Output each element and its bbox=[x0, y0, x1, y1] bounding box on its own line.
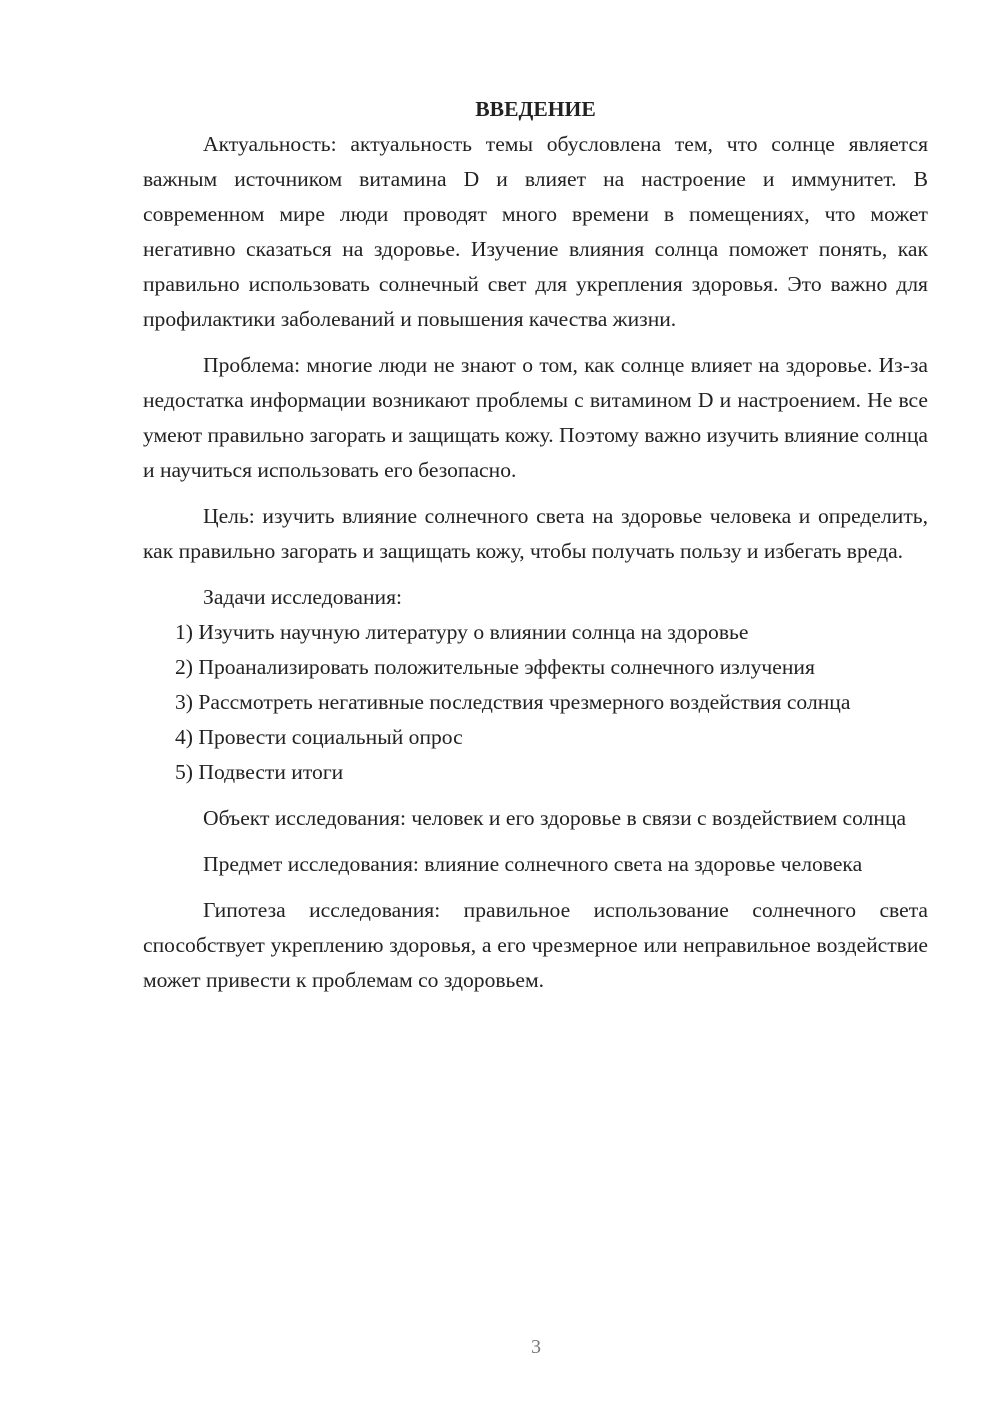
task-item-1: 1) Изучить научную литературу о влиянии солнца на здоровье bbox=[175, 620, 749, 644]
page-number: 3 bbox=[531, 1336, 541, 1358]
problem-paragraph: Проблема: многие люди не знают о том, как солнце влияет на здоровье. Из-за недостатка информации возникают проблемы с витамином D и настроением. Не все умеют правильно загорать и защищать кожу. Поэтому важно изучить влияние солнца и научиться использовать его безопасно. bbox=[143, 353, 928, 482]
section-title: ВВЕДЕНИЕ bbox=[475, 97, 596, 121]
object-paragraph: Объект исследования: человек и его здоровье в связи с воздействием солнца bbox=[203, 806, 907, 830]
subject-paragraph: Предмет исследования: влияние солнечного света на здоровье человека bbox=[203, 852, 863, 876]
task-item-5: 5) Подвести итоги bbox=[175, 760, 344, 784]
page-content bbox=[143, 92, 928, 998]
hypothesis-paragraph: Гипотеза исследования: правильное использование солнечного света способствует укреплению здоровья, а его чрезмерное или неправильное воздействие может привести к проблемам со здоровьем. bbox=[143, 898, 928, 992]
task-item-3: 3) Рассмотреть негативные последствия чрезмерного воздействия солнца bbox=[175, 690, 851, 714]
task-item-2: 2) Проанализировать положительные эффекты солнечного излучения bbox=[175, 655, 815, 679]
task-item-4: 4) Провести социальный опрос bbox=[175, 725, 463, 749]
tasks-heading: Задачи исследования: bbox=[203, 585, 403, 609]
goal-paragraph: Цель: изучить влияние солнечного света на здоровье человека и определить, как правильно загорать и защищать кожу, чтобы получать пользу и избегать вреда. bbox=[143, 504, 928, 563]
relevance-paragraph: Актуальность: актуальность темы обусловлена тем, что солнце является важным источником витамина D и влияет на настроение и иммунитет. В современном мире люди проводят много времени в помещениях, что может негативно сказаться на здоровье. Изучение влияния солнца поможет понять, как правильно использовать солнечный свет для укрепления здоровья. Это важно для профилактики заболеваний и повышения качества жизни. bbox=[143, 132, 928, 331]
